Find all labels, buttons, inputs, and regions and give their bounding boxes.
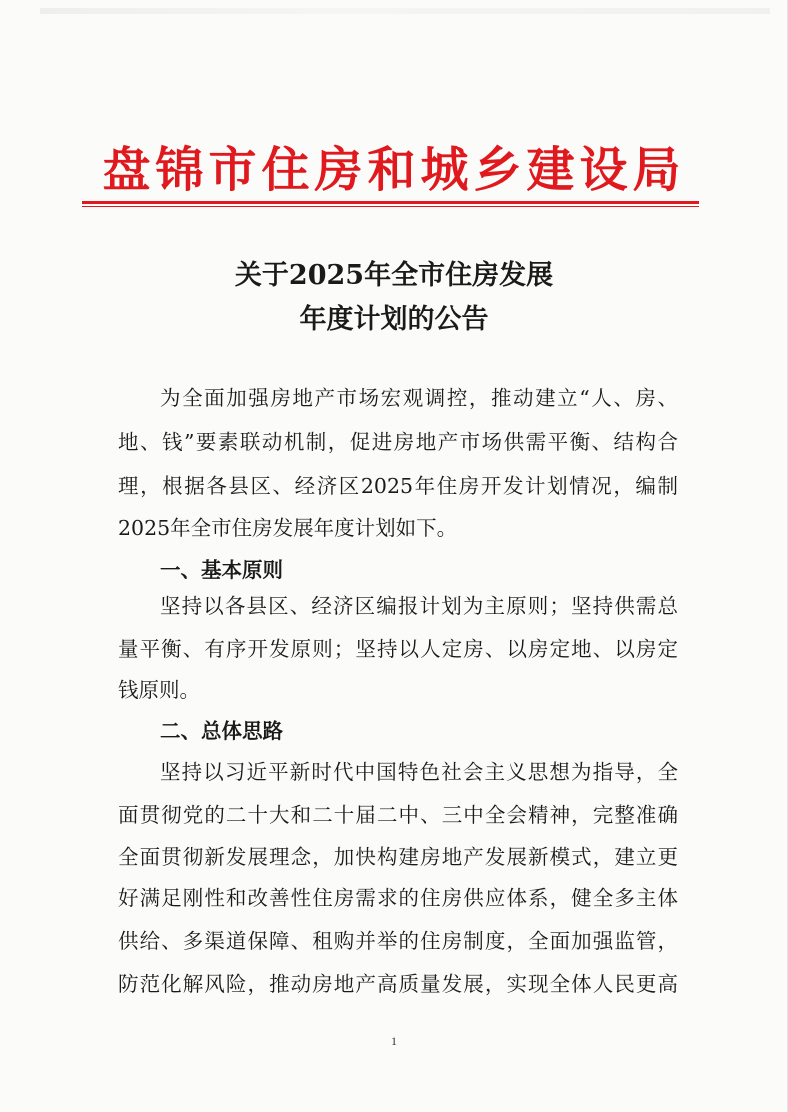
approach-line: 面贯彻党的二十大和二十届二中、三中全会精神，完整准确 xyxy=(118,803,678,827)
masthead-rule-thin xyxy=(82,206,699,207)
section-heading-principles: 一、基本原则 xyxy=(160,558,283,582)
approach-line: 防范化解风险，推动房地产高质量发展，实现全体人民更高 xyxy=(118,972,678,996)
document-title-line-2: 年度计划的公告 xyxy=(299,304,489,335)
section-heading-overall-approach: 二、总体思路 xyxy=(160,719,283,743)
principles-line: 坚持以各县区、经济区编报计划为主原则；坚持供需总 xyxy=(160,594,678,618)
intro-line: 2025年全市住房发展年度计划如下。 xyxy=(118,516,458,540)
page-number: 1 xyxy=(391,1034,397,1048)
scan-edge-artifact xyxy=(40,8,770,14)
document-title-line-1: 关于2025年全市住房发展 xyxy=(234,260,554,291)
intro-line: 理，根据各县区、经济区2025年住房开发计划情况，编制 xyxy=(118,474,678,498)
intro-line: 地、钱”要素联动机制，促进房地产市场供需平衡、结构合 xyxy=(118,430,678,454)
intro-line: 为全面加强房地产市场宏观调控，推动建立“人、房、 xyxy=(160,386,678,410)
approach-line: 供给、多渠道保障、租购并举的住房制度，全面加强监管， xyxy=(118,929,678,953)
approach-line: 坚持以习近平新时代中国特色社会主义思想为指导，全 xyxy=(160,760,678,784)
principles-line: 量平衡、有序开发原则；坚持以人定房、以房定地、以房定 xyxy=(118,637,678,661)
principles-line: 钱原则。 xyxy=(118,678,200,702)
approach-line: 好满足刚性和改善性住房需求的住房供应体系，健全多主体 xyxy=(118,886,678,910)
approach-line: 全面贯彻新发展理念，加快构建房地产发展新模式，建立更 xyxy=(118,845,678,869)
masthead-rule-thick xyxy=(82,201,699,204)
issuer-masthead: 盘锦市住房和城乡建设局 xyxy=(102,142,686,198)
